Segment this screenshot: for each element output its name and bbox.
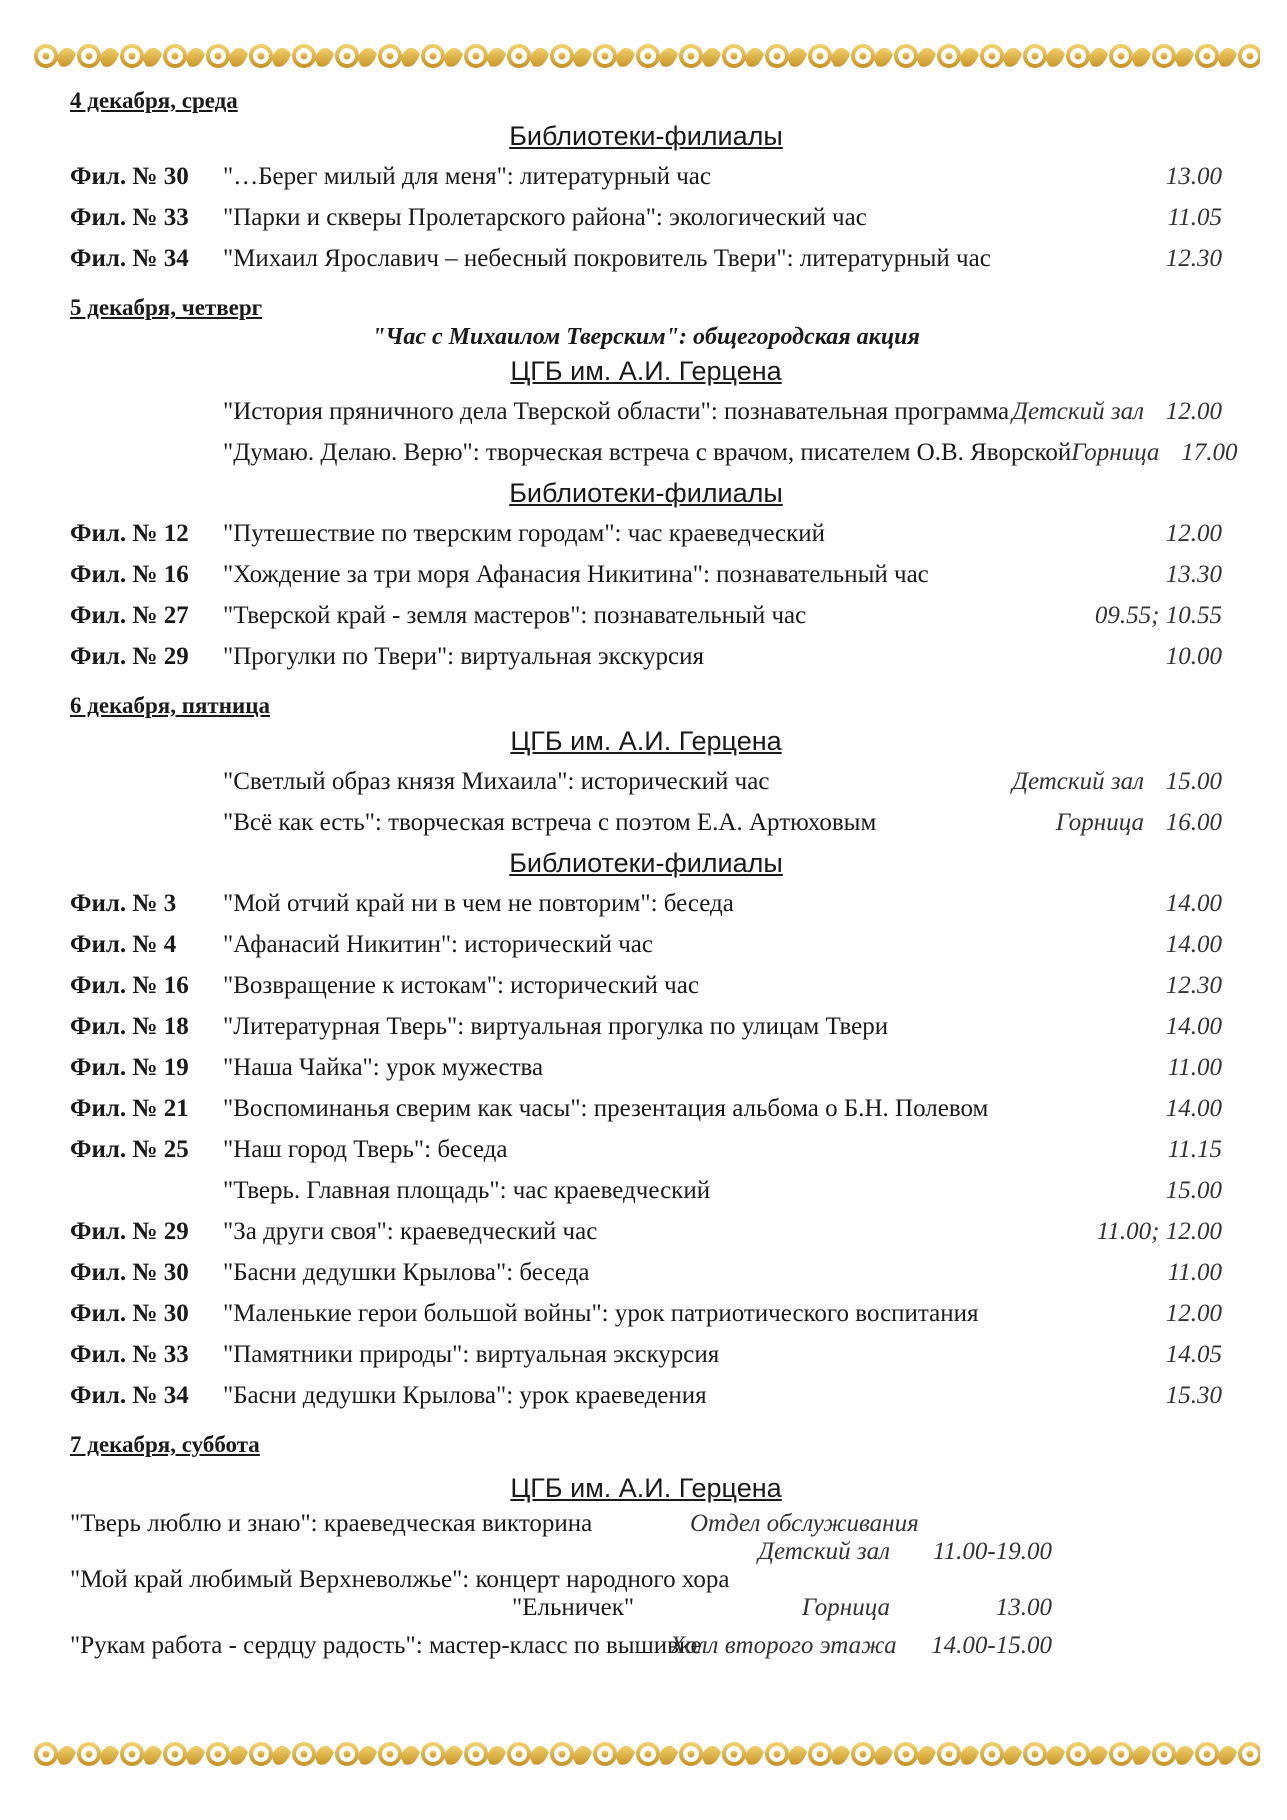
leaf-ornament xyxy=(357,1746,377,1765)
event-row xyxy=(70,554,1222,595)
swirl-dot xyxy=(688,53,695,60)
event-time: 17.00 xyxy=(1181,439,1238,466)
swirl-dot xyxy=(1118,53,1125,60)
swirl-dot xyxy=(1032,1751,1039,1758)
branch-code: Фил. № 29 xyxy=(70,1218,189,1245)
event-row xyxy=(70,513,1222,554)
branch-code: Фил. № 18 xyxy=(70,1013,189,1040)
swirl-dot xyxy=(473,1751,480,1758)
leaf-ornament xyxy=(529,48,549,67)
event-title: "Тверской край - земля мастеров": познавательный час xyxy=(223,602,807,629)
event-location: Детский зал xyxy=(758,1538,890,1565)
event-time: 12.00 xyxy=(1165,520,1222,547)
swirl-dot xyxy=(602,53,609,60)
leaf-ornament xyxy=(185,48,205,67)
branch-code: Фил. № 30 xyxy=(70,163,189,190)
event-row xyxy=(70,1375,1222,1416)
branch-code: Фил. № 34 xyxy=(70,1382,189,1409)
event-time: 12.30 xyxy=(1165,245,1222,272)
branch-code: Фил. № 3 xyxy=(70,890,177,917)
event-row xyxy=(70,197,1222,238)
leaf-ornament xyxy=(830,48,850,67)
swirl-dot xyxy=(129,1751,136,1758)
swirl-dot xyxy=(989,1751,996,1758)
event-title: "Хождение за три моря Афанасия Никитина": познавательный час xyxy=(223,561,929,588)
schedule xyxy=(70,86,1238,1659)
event-title: "Басни дедушки Крылова": беседа xyxy=(223,1259,590,1286)
swirl-dot xyxy=(344,53,351,60)
event-time: 13.00 xyxy=(995,1594,1052,1621)
branch-code: Фил. № 12 xyxy=(70,520,189,547)
event-time: 11.15 xyxy=(1167,1136,1222,1163)
event-title: "…Берег милый для меня": литературный час xyxy=(223,163,711,190)
event-row xyxy=(70,1006,1222,1047)
swirl-dot xyxy=(774,1751,781,1758)
event-row xyxy=(70,432,1238,473)
event-location: Холл второго этажа xyxy=(670,1632,897,1659)
swirl-dot xyxy=(1032,53,1039,60)
event-row xyxy=(70,883,1222,924)
section-heading: ЦГБ им. А.И. Герцена xyxy=(510,356,782,386)
event-time: 11.00 xyxy=(1167,1259,1222,1286)
saturday-events xyxy=(70,1508,1222,1658)
event-row xyxy=(70,1334,1222,1375)
event-time: 11.00; 12.00 xyxy=(1096,1218,1222,1245)
event-time: 14.00 xyxy=(1165,1095,1222,1122)
event-title: "Ельничек" xyxy=(512,1594,635,1621)
swirl-dot xyxy=(172,1751,179,1758)
event-time: 15.00 xyxy=(1165,768,1222,795)
event-row xyxy=(70,238,1222,279)
swirl-dot xyxy=(903,53,910,60)
swirl-dot xyxy=(430,1751,437,1758)
event-time: 15.00 xyxy=(1165,1177,1222,1204)
branch-code: Фил. № 16 xyxy=(70,561,189,588)
swirl-dot xyxy=(43,1751,50,1758)
branch-code: Фил. № 21 xyxy=(70,1095,189,1122)
swirl-dot xyxy=(1118,1751,1125,1758)
event-time: 13.30 xyxy=(1165,561,1222,588)
event-title: "Маленькие герои большой войны": урок патриотического воспитания xyxy=(223,1300,979,1327)
swirl-dot xyxy=(602,1751,609,1758)
event-title: "История пряничного дела Тверской области": познавательная программа xyxy=(223,398,1010,425)
event-time: 13.00 xyxy=(1165,163,1222,190)
day-date: 6 декабря, пятница xyxy=(70,693,270,718)
swirl-dot xyxy=(989,53,996,60)
branch-code: Фил. № 30 xyxy=(70,1300,189,1327)
event-time: 12.30 xyxy=(1165,972,1222,999)
section-heading: ЦГБ им. А.И. Герцена xyxy=(510,1473,782,1503)
event-location: Детский зал xyxy=(1012,768,1144,795)
event-title: "Всё как есть": творческая встреча с поэтом Е.А. Артюховым xyxy=(223,809,877,836)
event-location: Отдел обслуживания xyxy=(690,1510,919,1537)
event-title: "Михаил Ярославич – небесный покровитель Твери": литературный час xyxy=(223,245,991,272)
swirl-dot xyxy=(1075,1751,1082,1758)
leaf-ornament xyxy=(443,48,463,67)
event-row xyxy=(70,1293,1222,1334)
event-time: 12.00 xyxy=(1165,398,1222,425)
event-time: 16.00 xyxy=(1165,809,1222,836)
swirl-dot xyxy=(215,53,222,60)
swirl-dot xyxy=(1161,1751,1168,1758)
event-location: Горница xyxy=(1071,439,1160,466)
event-time: 11.05 xyxy=(1167,204,1222,231)
leaf-ornament xyxy=(142,48,162,67)
leaf-ornament xyxy=(271,48,291,67)
section-heading: Библиотеки-филиалы xyxy=(509,478,783,508)
swirl-dot xyxy=(344,1751,351,1758)
day-date: 4 декабря, среда xyxy=(70,88,238,113)
swirl-dot xyxy=(817,53,824,60)
branch-code: Фил. № 30 xyxy=(70,1259,189,1286)
event-time: 09.55; 10.55 xyxy=(1094,602,1222,629)
leaf-ornament xyxy=(529,1746,549,1765)
event-row xyxy=(70,761,1222,802)
swirl-dot xyxy=(1247,53,1254,60)
leaf-ornament xyxy=(228,1746,248,1765)
swirl-dot xyxy=(1075,53,1082,60)
branch-code: Фил. № 29 xyxy=(70,643,189,670)
leaf-ornament xyxy=(443,1746,463,1765)
leaf-ornament xyxy=(142,1746,162,1765)
swirl-dot xyxy=(301,53,308,60)
leaf-ornament xyxy=(56,1746,76,1765)
leaf-ornament xyxy=(787,48,807,67)
swirl-dot xyxy=(559,53,566,60)
leaf-ornament xyxy=(228,48,248,67)
swirl-dot xyxy=(43,53,50,60)
swirl-dot xyxy=(559,1751,566,1758)
event-row xyxy=(70,1252,1222,1293)
leaf-ornament xyxy=(1174,48,1194,67)
leaf-ornament xyxy=(1131,48,1151,67)
leaf-ornament xyxy=(830,1746,850,1765)
swirl-dot xyxy=(1161,53,1168,60)
event-action-title: "Час с Михаилом Тверским": общегородская акция xyxy=(372,324,920,350)
leaf-ornament xyxy=(185,1746,205,1765)
event-time: 14.05 xyxy=(1165,1341,1222,1368)
swirl-dot xyxy=(215,1751,222,1758)
event-title: "Парки и скверы Пролетарского района": экологический час xyxy=(223,204,867,231)
swirl-dot xyxy=(301,1751,308,1758)
swirl-dot xyxy=(645,53,652,60)
swirl-dot xyxy=(817,1751,824,1758)
event-title: "Светлый образ князя Михаила": исторический час xyxy=(223,768,770,795)
swirl-dot xyxy=(86,1751,93,1758)
swirl-dot xyxy=(473,53,480,60)
swirl-dot xyxy=(516,53,523,60)
event-title: "Тверь. Главная площадь": час краеведческий xyxy=(223,1177,711,1204)
leaf-ornament xyxy=(400,48,420,67)
section-heading: Библиотеки-филиалы xyxy=(509,848,783,878)
leaf-ornament xyxy=(959,1746,979,1765)
event-title: "Памятники природы": виртуальная экскурсия xyxy=(223,1341,720,1368)
event-row xyxy=(70,1088,1222,1129)
leaf-ornament xyxy=(701,1746,721,1765)
swirl-dot xyxy=(1247,1751,1254,1758)
leaf-ornament xyxy=(1217,48,1237,67)
decorative-border-bottom xyxy=(34,1734,1260,1774)
leaf-ornament xyxy=(744,1746,764,1765)
leaf-ornament xyxy=(658,48,678,67)
event-location: Детский зал xyxy=(1012,398,1144,425)
swirl-dot xyxy=(731,1751,738,1758)
event-title: "Мой отчий край ни в чем не повторим": беседа xyxy=(223,890,734,917)
event-title: "Басни дедушки Крылова": урок краеведения xyxy=(223,1382,707,1409)
leaf-ornament xyxy=(99,48,119,67)
decorative-border-top xyxy=(34,36,1260,76)
event-row xyxy=(70,595,1222,636)
swirl-dot xyxy=(860,1751,867,1758)
event-time: 14.00 xyxy=(1165,931,1222,958)
leaf-ornament xyxy=(1088,48,1108,67)
swirl-dot xyxy=(774,53,781,60)
event-row xyxy=(70,1211,1222,1252)
swirl-dot xyxy=(430,53,437,60)
swirl-dot xyxy=(387,1751,394,1758)
leaf-ornament xyxy=(1174,1746,1194,1765)
leaf-ornament xyxy=(873,48,893,67)
leaf-ornament xyxy=(1217,1746,1237,1765)
leaf-ornament xyxy=(615,48,635,67)
branch-code: Фил. № 4 xyxy=(70,931,177,958)
swirl-dot xyxy=(731,53,738,60)
branch-code: Фил. № 27 xyxy=(70,602,189,629)
event-time: 14.00 xyxy=(1165,890,1222,917)
event-row xyxy=(70,156,1222,197)
event-title: "Тверь люблю и знаю": краеведческая викторина xyxy=(70,1510,593,1537)
swirl-dot xyxy=(645,1751,652,1758)
swirl-dot xyxy=(86,53,93,60)
event-title: "Воспоминанья сверим как часы": презентация альбома о Б.Н. Полевом xyxy=(223,1095,989,1122)
event-title: "Думаю. Делаю. Верю": творческая встреча с врачом, писателем О.В. Яворской xyxy=(223,439,1072,466)
leaf-ornament xyxy=(701,48,721,67)
leaf-ornament xyxy=(873,1746,893,1765)
swirl-dot xyxy=(129,53,136,60)
leaf-ornament xyxy=(357,48,377,67)
branch-code: Фил. № 25 xyxy=(70,1136,189,1163)
event-time: 14.00-15.00 xyxy=(931,1632,1052,1659)
leaf-ornament xyxy=(1045,48,1065,67)
event-time: 11.00-19.00 xyxy=(933,1538,1052,1565)
swirl-dot xyxy=(688,1751,695,1758)
leaf-ornament xyxy=(56,48,76,67)
day-date: 7 декабря, суббота xyxy=(70,1432,260,1457)
leaf-ornament xyxy=(744,48,764,67)
leaf-ornament xyxy=(400,1746,420,1765)
swirl-dot xyxy=(516,1751,523,1758)
leaf-ornament xyxy=(486,1746,506,1765)
day-date: 5 декабря, четверг xyxy=(70,295,263,320)
event-title: "Афанасий Никитин": исторический час xyxy=(223,931,653,958)
event-time: 15.30 xyxy=(1165,1382,1222,1409)
event-row xyxy=(70,636,1222,677)
event-time: 10.00 xyxy=(1165,643,1222,670)
leaf-ornament xyxy=(1045,1746,1065,1765)
leaf-ornament xyxy=(314,48,334,67)
swirl-dot xyxy=(1204,1751,1211,1758)
event-row xyxy=(70,802,1222,843)
swirl-dot xyxy=(946,1751,953,1758)
event-row xyxy=(70,1047,1222,1088)
swirl-dot xyxy=(258,53,265,60)
leaf-ornament xyxy=(1088,1746,1108,1765)
event-time: 12.00 xyxy=(1165,1300,1222,1327)
section-heading: Библиотеки-филиалы xyxy=(509,121,783,151)
event-row xyxy=(70,924,1222,965)
event-time: 11.00 xyxy=(1167,1054,1222,1081)
leaf-ornament xyxy=(916,1746,936,1765)
leaf-ornament xyxy=(572,48,592,67)
branch-code: Фил. № 33 xyxy=(70,204,189,231)
event-title: "Путешествие по тверским городам": час краеведческий xyxy=(223,520,826,547)
leaf-ornament xyxy=(572,1746,592,1765)
swirl-dot xyxy=(860,53,867,60)
swirl-dot xyxy=(946,53,953,60)
event-title: "Мой край любимый Верхневолжье": концерт народного хора xyxy=(70,1566,730,1593)
leaf-ornament xyxy=(959,48,979,67)
leaf-ornament xyxy=(1002,48,1022,67)
event-title: "Возвращение к истокам": исторический час xyxy=(223,972,699,999)
leaf-ornament xyxy=(314,1746,334,1765)
event-title: "Рукам работа - сердцу радость": мастер-класс по вышивке xyxy=(70,1632,702,1659)
swirl-dot xyxy=(903,1751,910,1758)
leaf-ornament xyxy=(271,1746,291,1765)
swirl-dot xyxy=(387,53,394,60)
event-row xyxy=(70,1129,1222,1170)
event-title: "Наша Чайка": урок мужества xyxy=(223,1054,544,1081)
event-title: "Литературная Тверь": виртуальная прогулка по улицам Твери xyxy=(223,1013,889,1040)
event-title: "Наш город Тверь": беседа xyxy=(223,1136,508,1163)
swirl-dot xyxy=(258,1751,265,1758)
branch-code: Фил. № 16 xyxy=(70,972,189,999)
leaf-ornament xyxy=(787,1746,807,1765)
leaf-ornament xyxy=(1131,1746,1151,1765)
event-location: Горница xyxy=(801,1594,890,1621)
section-heading: ЦГБ им. А.И. Герцена xyxy=(510,726,782,756)
leaf-ornament xyxy=(916,48,936,67)
event-location: Горница xyxy=(1055,809,1144,836)
branch-code: Фил. № 19 xyxy=(70,1054,189,1081)
leaf-ornament xyxy=(1002,1746,1022,1765)
event-row xyxy=(70,1170,1222,1211)
swirl-dot xyxy=(1204,53,1211,60)
event-row xyxy=(70,391,1222,432)
event-title: "Прогулки по Твери": виртуальная экскурсия xyxy=(223,643,705,670)
event-time: 14.00 xyxy=(1165,1013,1222,1040)
leaf-ornament xyxy=(99,1746,119,1765)
leaf-ornament xyxy=(486,48,506,67)
event-row xyxy=(70,965,1222,1006)
event-title: "За други своя": краеведческий час xyxy=(223,1218,598,1245)
leaf-ornament xyxy=(658,1746,678,1765)
branch-code: Фил. № 34 xyxy=(70,245,189,272)
leaf-ornament xyxy=(615,1746,635,1765)
branch-code: Фил. № 33 xyxy=(70,1341,189,1368)
swirl-dot xyxy=(172,53,179,60)
